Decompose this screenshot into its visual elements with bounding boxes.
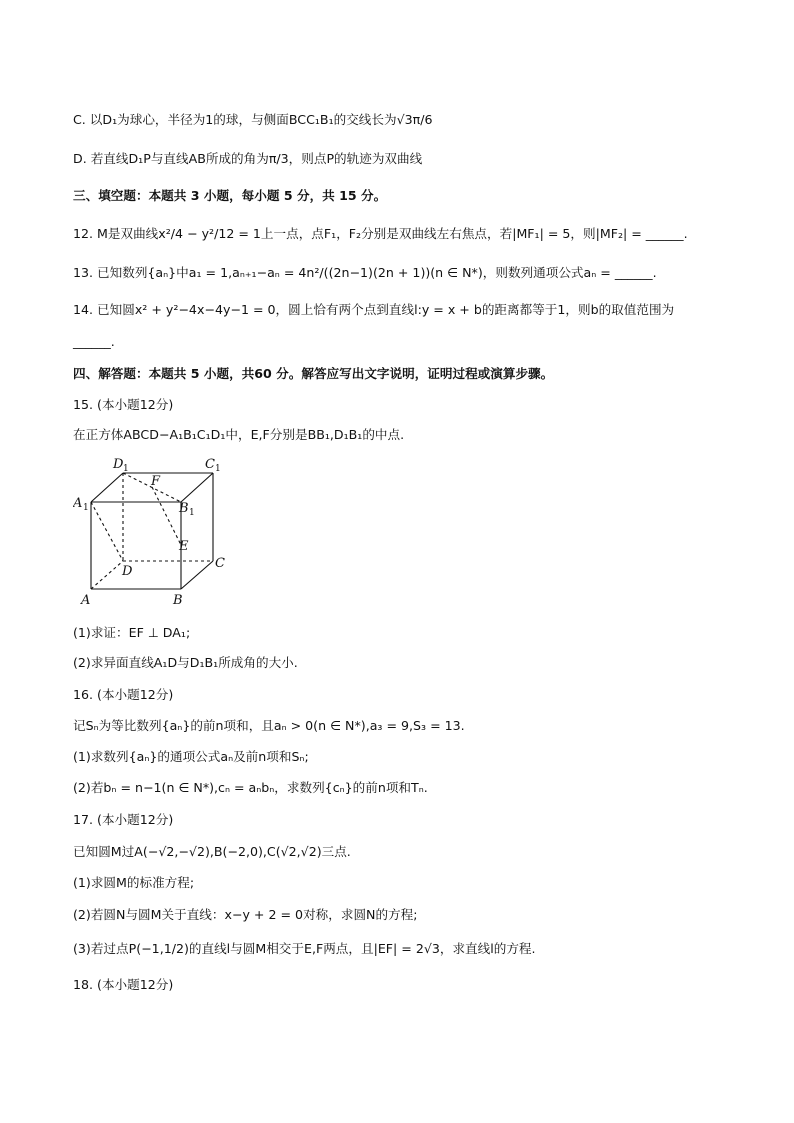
segment-FE xyxy=(152,487,181,545)
edge-AD-hidden xyxy=(91,561,123,589)
edge-BC xyxy=(181,561,213,589)
section-solutions-header: 四、解答题：本题共 5 小题，共60 分。解答应写出文字说明，证明过程或演算步骤。 xyxy=(73,366,554,381)
label-C: C xyxy=(215,556,225,571)
segment-A1D xyxy=(91,502,123,561)
label-E: E xyxy=(179,539,189,554)
question-17-part-3: (3)若过点P(−1,1/2)的直线l与圆M相交于E,F两点，且|EF| = 2√3，求直线l的方程. xyxy=(73,941,536,956)
question-15-header: 15. (本小题12分) xyxy=(73,397,174,412)
question-17-part-2: (2)若圆N与圆M关于直线：x−y + 2 = 0对称，求圆N的方程; xyxy=(73,907,418,922)
question-12: 12. M是双曲线x²/4 − y²/12 = 1上一点，点F₁，F₂分别是双曲线左右焦点，若|MF₁| = 5，则|MF₂| = ______. xyxy=(73,226,688,241)
question-14-line1: 14. 已知圆x² + y²−4x−4y−1 = 0，圆上恰有两个点到直线l:y = x + b的距离都等于1，则b的取值范围为 xyxy=(73,302,675,317)
option-d: D. 若直线D₁P与直线AB所成的角为π/3，则点P的轨迹为双曲线 xyxy=(73,151,423,166)
label-C1: C xyxy=(205,457,215,472)
question-17-text: 已知圆M过A(−√2,−√2),B(−2,0),C(√2,√2)三点. xyxy=(73,844,351,859)
label-C1-sub: 1 xyxy=(215,464,221,474)
label-B1: B xyxy=(179,501,189,516)
label-B: B xyxy=(173,593,183,608)
label-A1: A xyxy=(73,496,83,511)
edge-B1C1 xyxy=(181,473,213,502)
question-13: 13. 已知数列{aₙ}中a₁ = 1,aₙ₊₁−aₙ = 4n²/((2n−1)(2n + 1))(n ∈ N*)，则数列通项公式aₙ = ______. xyxy=(73,265,657,280)
option-c: C. 以D₁为球心，半径为1的球，与侧面BCC₁B₁的交线长为√3π/6 xyxy=(73,112,433,127)
question-17-header: 17. (本小题12分) xyxy=(73,812,174,827)
question-16-header: 16. (本小题12分) xyxy=(73,687,174,702)
section-fill-in-header: 三、填空题：本题共 3 小题，每小题 5 分，共 15 分。 xyxy=(73,188,387,203)
question-16-part-1: (1)求数列{aₙ}的通项公式aₙ及前n项和Sₙ; xyxy=(73,749,309,764)
question-15-part-1: (1)求证：EF ⊥ DA₁; xyxy=(73,625,191,640)
question-15-text: 在正方体ABCD−A₁B₁C₁D₁中，E,F分别是BB₁,D₁B₁的中点. xyxy=(73,427,405,442)
cube-figure xyxy=(73,455,243,610)
label-D1-sub: 1 xyxy=(123,464,129,474)
question-16-part-2: (2)若bₙ = n−1(n ∈ N*),cₙ = aₙbₙ，求数列{cₙ}的前n项和Tₙ. xyxy=(73,780,428,795)
edge-A1D1 xyxy=(91,473,123,502)
question-14-line2: ______. xyxy=(73,334,115,349)
label-B1-sub: 1 xyxy=(189,508,195,518)
label-A: A xyxy=(81,593,91,608)
label-A1-sub: 1 xyxy=(83,503,89,513)
question-17-part-1: (1)求圆M的标准方程; xyxy=(73,875,195,890)
question-18-header: 18. (本小题12分) xyxy=(73,977,174,992)
question-16-text: 记Sₙ为等比数列{aₙ}的前n项和，且aₙ > 0(n ∈ N*),a₃ = 9,S₃ = 13. xyxy=(73,718,465,733)
label-D: D xyxy=(122,564,133,579)
question-15-part-2: (2)求异面直线A₁D与D₁B₁所成角的大小. xyxy=(73,655,298,670)
label-F: F xyxy=(151,474,161,489)
label-D1: D xyxy=(113,457,124,472)
